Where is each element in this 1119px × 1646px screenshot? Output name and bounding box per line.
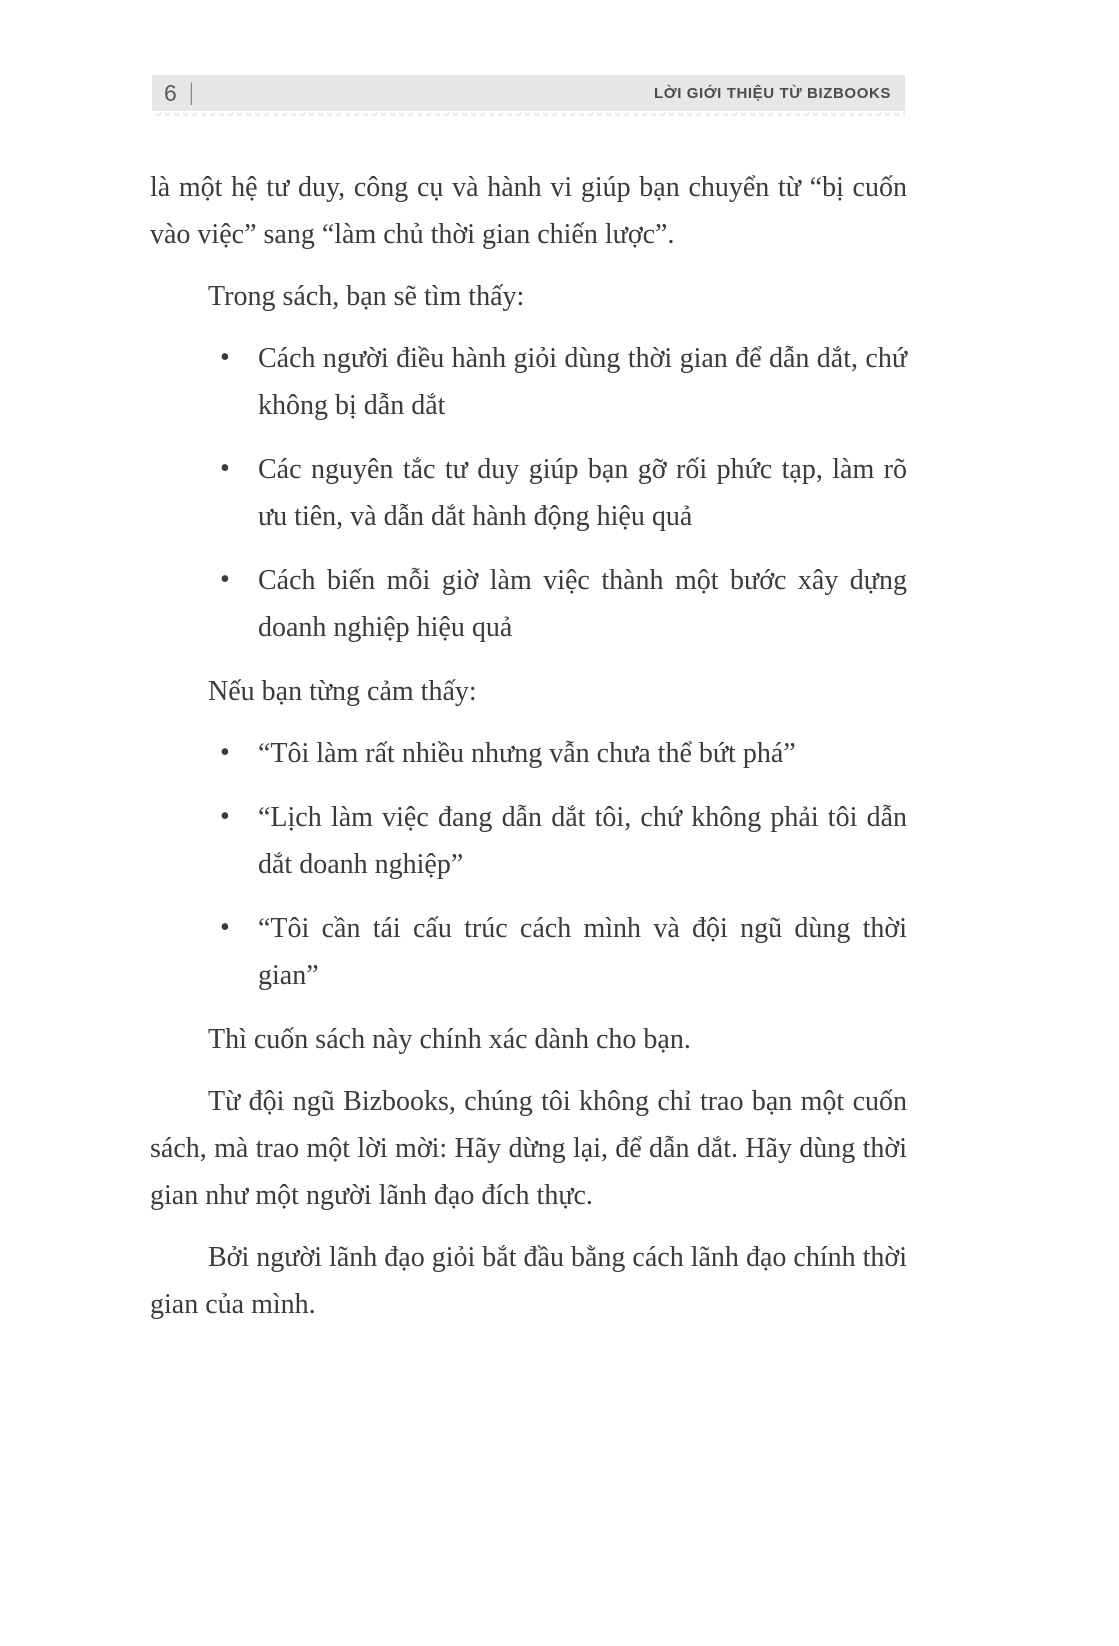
page-header-bar: [152, 75, 905, 111]
paragraph-conclusion: Thì cuốn sách này chính xác dành cho bạn.: [208, 1024, 691, 1055]
list-item-text: Cách người điều hành giỏi dùng thời gian để dẫn dắt, chứ không bị dẫn dắt: [258, 343, 907, 421]
list-item-text: Các nguyên tắc tư duy giúp bạn gỡ rối phức tạp, làm rõ ưu tiên, và dẫn dắt hành động hiệu quả: [258, 454, 907, 532]
paragraph-list2-intro: Nếu bạn từng cảm thấy:: [208, 676, 477, 707]
list-item-text: “Tôi làm rất nhiều nhưng vẫn chưa thể bứt phá”: [258, 738, 796, 769]
bullet-list-findings: [150, 335, 907, 651]
page-number-value: 6: [164, 79, 178, 106]
list-item-text: “Lịch làm việc đang dẫn dắt tôi, chứ không phải tôi dẫn dắt doanh nghiệp”: [258, 802, 907, 880]
list-item-text: “Tôi cần tái cấu trúc cách mình và đội ngũ dùng thời gian”: [258, 913, 907, 991]
paragraph-list1-intro: Trong sách, bạn sẽ tìm thấy:: [208, 281, 525, 312]
bullet-icon: •: [220, 912, 230, 943]
bullet-icon: •: [220, 737, 230, 768]
page-number-separator: |: [189, 79, 194, 106]
page-number: [164, 79, 195, 107]
paragraph-intro: là một hệ tư duy, công cụ và hành vi giúp bạn chuyển từ “bị cuốn vào việc” sang “làm chủ thời gian chiến lược”.: [150, 172, 907, 250]
page-content: [150, 164, 907, 1343]
list-item: [150, 335, 907, 429]
paragraph-final: Bởi người lãnh đạo giỏi bắt đầu bằng cách lãnh đạo chính thời gian của mình.: [150, 1242, 907, 1320]
list-item: [150, 730, 907, 777]
list-item: [150, 905, 907, 999]
bullet-icon: •: [220, 453, 230, 484]
list-item-text: Cách biến mỗi giờ làm việc thành một bước xây dựng doanh nghiệp hiệu quả: [258, 565, 907, 643]
list-item: [150, 794, 907, 888]
bullet-icon: •: [220, 564, 230, 595]
bullet-icon: •: [220, 801, 230, 832]
bullet-icon: •: [220, 342, 230, 373]
paragraph-bizbooks: Từ đội ngũ Bizbooks, chúng tôi không chỉ trao bạn một cuốn sách, mà trao một lời mời: Hãy dừng lại, để dẫn dắt. Hãy dùng thời gian như một người lãnh đạo đích thực.: [150, 1086, 907, 1211]
list-item: [150, 446, 907, 540]
running-head-title: LỜI GIỚI THIỆU TỪ BIZBOOKS: [654, 84, 891, 102]
bullet-list-feelings: [150, 730, 907, 999]
list-item: [150, 557, 907, 651]
